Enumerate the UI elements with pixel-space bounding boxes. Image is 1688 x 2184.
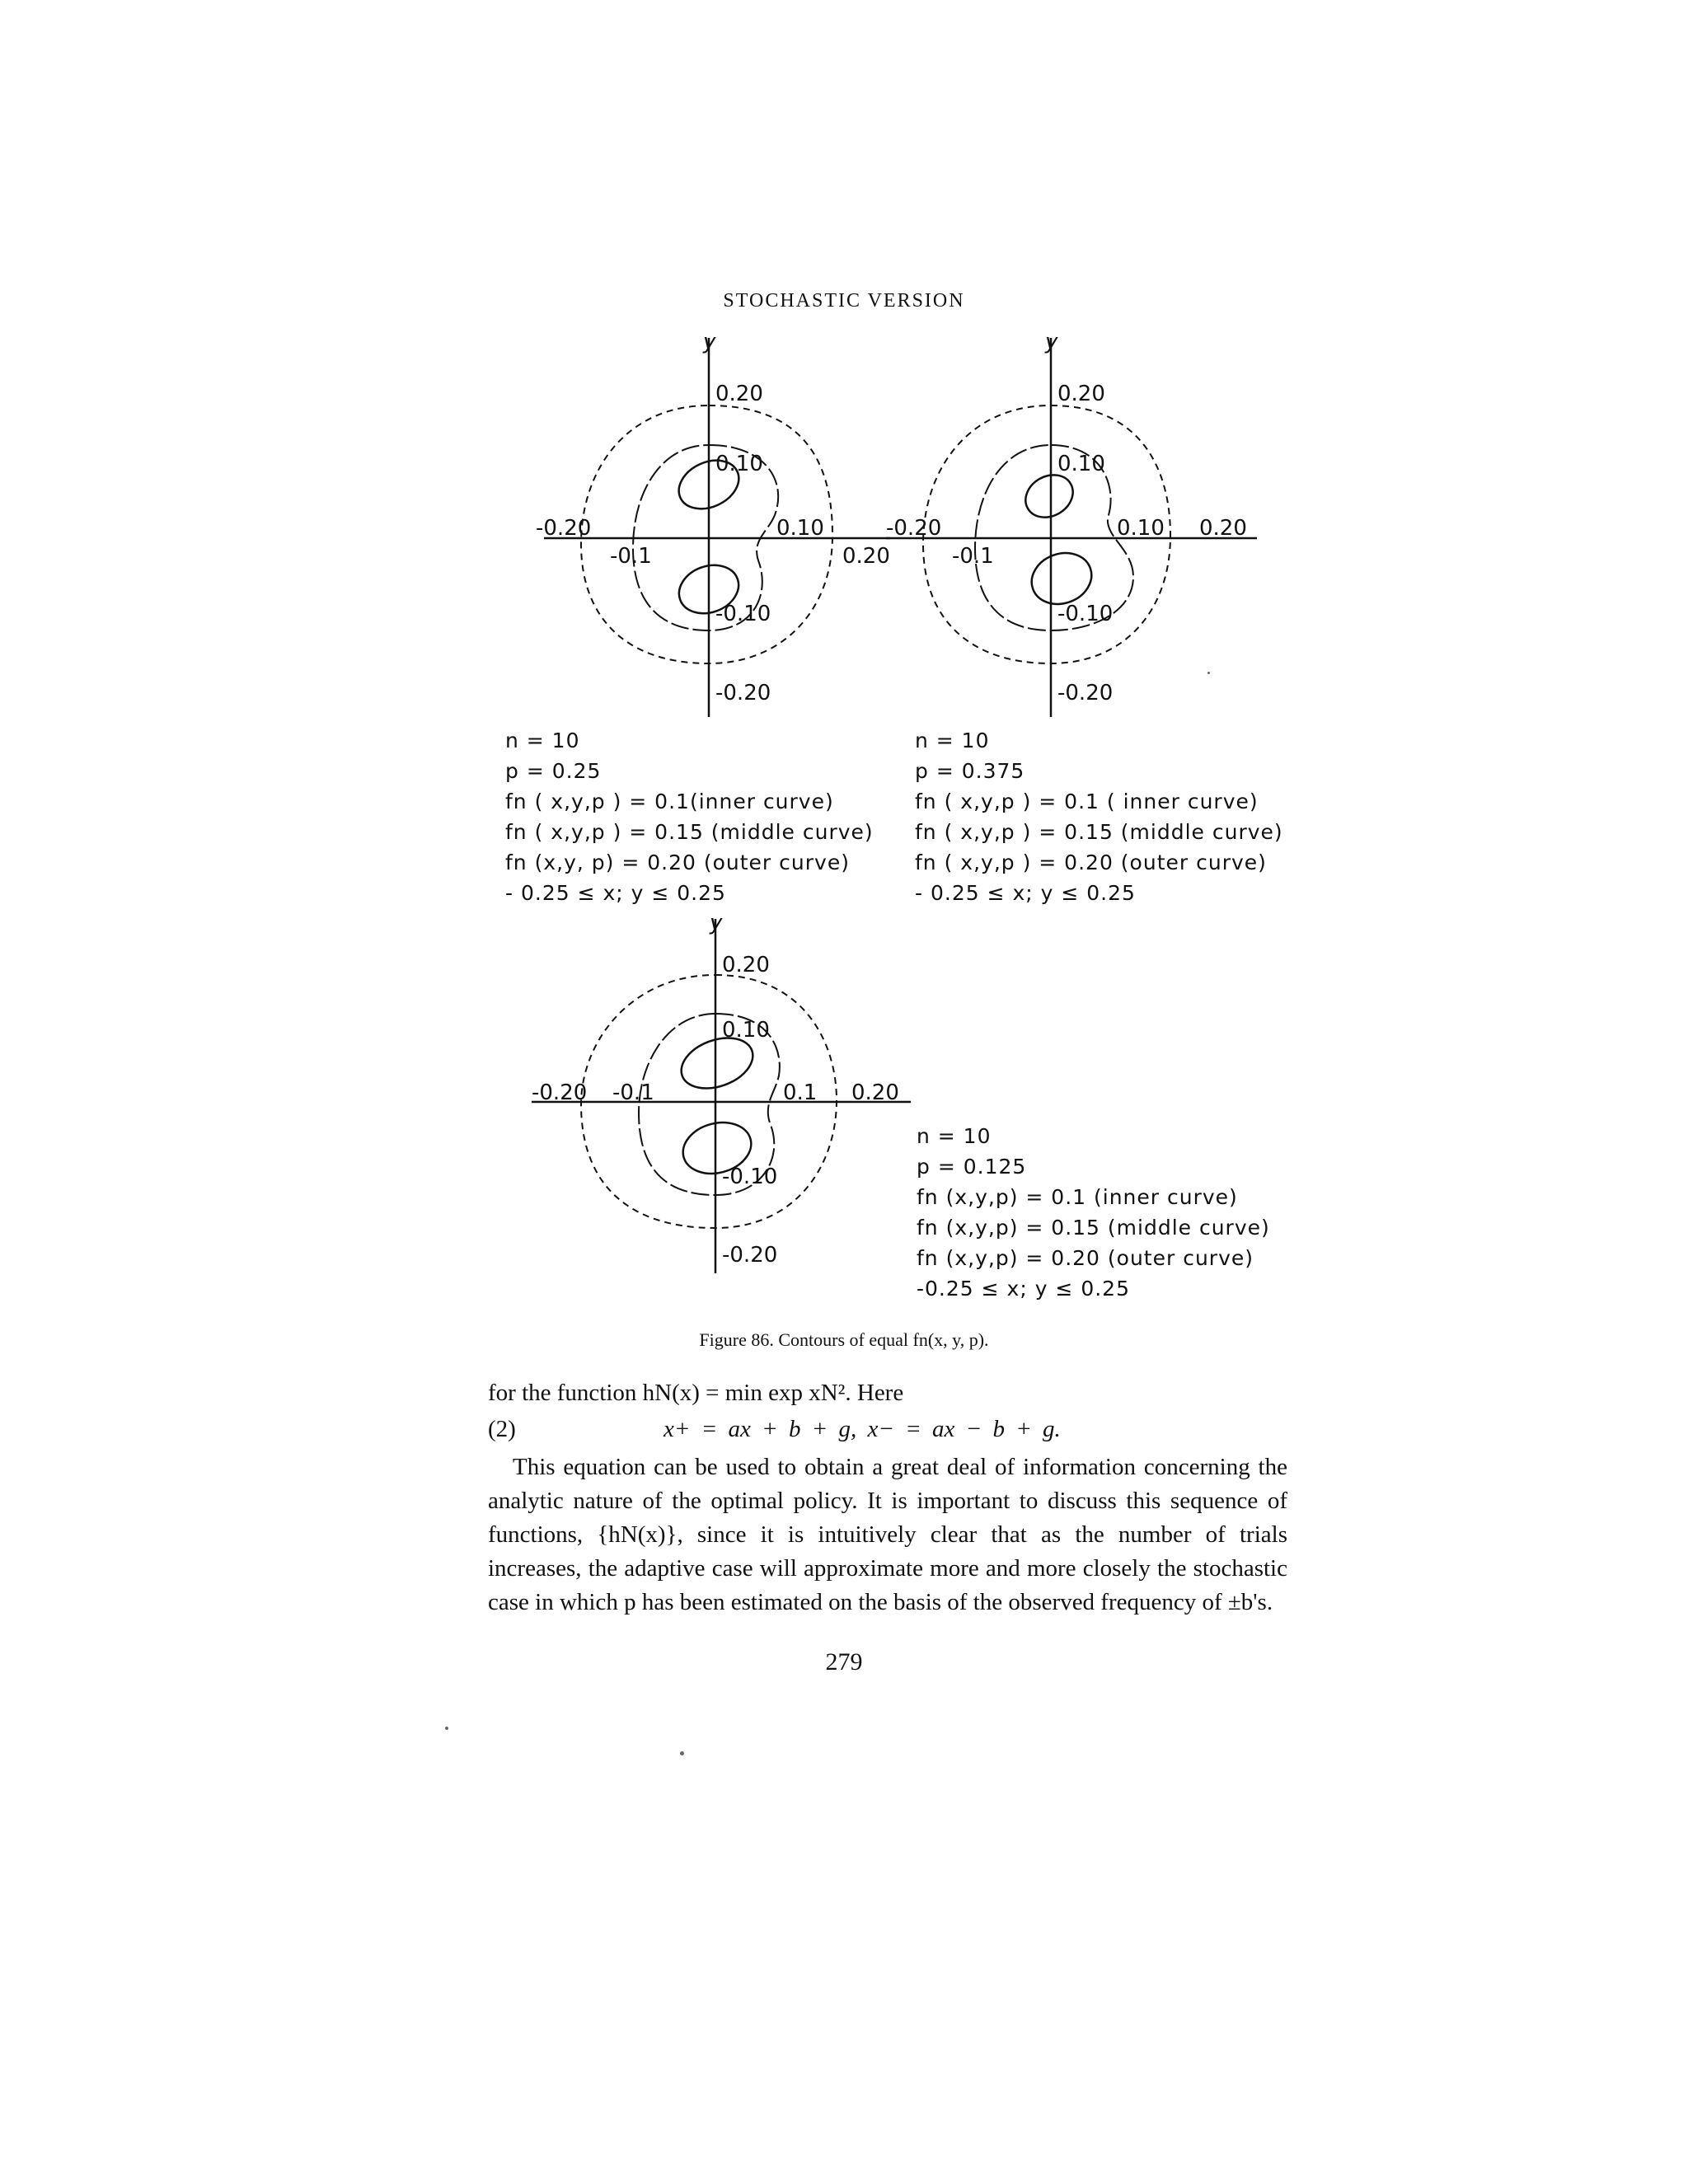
y-bottom-label: -0.20 bbox=[722, 1243, 778, 1268]
x-right-label: 0.20 bbox=[1199, 516, 1247, 541]
param-line: - 0.25 ≤ x; y ≤ 0.25 bbox=[915, 881, 1136, 905]
panel-a-parameters bbox=[505, 725, 874, 908]
contour-label-right: 0.1 bbox=[783, 1080, 818, 1105]
contour-plot-b bbox=[886, 330, 1257, 717]
contour-label-left: -0.1 bbox=[952, 544, 994, 569]
contour-label-right: 0.10 bbox=[776, 516, 824, 541]
panel-b-parameters bbox=[915, 725, 1283, 908]
param-line: fn (x,y,p) = 0.20 (outer curve) bbox=[917, 1246, 1254, 1270]
y-top-label: 0.20 bbox=[715, 382, 763, 406]
contour-label-upper: 0.10 bbox=[722, 1018, 770, 1043]
param-line: -0.25 ≤ x; y ≤ 0.25 bbox=[917, 1277, 1130, 1301]
page-number: 279 bbox=[825, 1648, 863, 1675]
x-left-label: -0.20 bbox=[532, 1080, 588, 1105]
param-line: p = 0.25 bbox=[505, 759, 602, 783]
x-right-label: 0.20 bbox=[851, 1080, 899, 1105]
param-line: fn (x,y,p) = 0.1 (inner curve) bbox=[917, 1185, 1238, 1209]
param-line: - 0.25 ≤ x; y ≤ 0.25 bbox=[505, 881, 726, 905]
contour-label-left: -0.1 bbox=[610, 544, 652, 569]
param-line: p = 0.375 bbox=[915, 759, 1025, 783]
x-left-label: -0.20 bbox=[886, 516, 942, 541]
param-line: fn (x,y, p) = 0.20 (outer curve) bbox=[505, 851, 850, 874]
y-bottom-label: -0.20 bbox=[715, 681, 771, 705]
param-line: fn ( x,y,p ) = 0.15 (middle curve) bbox=[505, 820, 874, 844]
scan-speck bbox=[1207, 672, 1210, 674]
x-left-label: -0.20 bbox=[536, 516, 592, 541]
scan-speck bbox=[445, 1727, 448, 1730]
contour-label-upper: 0.10 bbox=[1057, 452, 1105, 476]
param-line: fn ( x,y,p ) = 0.1(inner curve) bbox=[505, 790, 834, 813]
param-line: fn ( x,y,p ) = 0.1 ( inner curve) bbox=[915, 790, 1259, 813]
y-bottom-label: -0.20 bbox=[1057, 681, 1114, 705]
y-top-label: 0.20 bbox=[1057, 382, 1105, 406]
body-paragraph: This equation can be used to obtain a great deal of information concerning the analytic nature of the optimal policy. It is important to discuss this sequence of functions, {hN(x)}, since it is intuitively clear that as the number of trials increases, the adaptive case will approximate more and more closely the stochastic case in which p has been estimated on the basis of the observed frequency of ±b's. bbox=[488, 1454, 1287, 1615]
param-line: fn (x,y,p) = 0.15 (middle curve) bbox=[917, 1216, 1270, 1240]
intro-text: for the function hN(x) = min exp xN². Here bbox=[488, 1380, 904, 1406]
contour-label-lower: -0.10 bbox=[722, 1165, 778, 1189]
running-header: STOCHASTIC VERSION bbox=[723, 290, 965, 312]
contour-label-lower: -0.10 bbox=[715, 602, 771, 626]
param-line: fn ( x,y,p ) = 0.15 (middle curve) bbox=[915, 820, 1283, 844]
scan-speck bbox=[680, 1751, 684, 1755]
contour-label-left: -0.1 bbox=[612, 1080, 654, 1105]
contour-plot-c bbox=[532, 911, 911, 1273]
param-line: n = 10 bbox=[917, 1124, 992, 1148]
contour-label-lower: -0.10 bbox=[1057, 602, 1114, 626]
param-line: p = 0.125 bbox=[917, 1155, 1027, 1179]
y-top-label: 0.20 bbox=[722, 953, 770, 977]
equation: x+ = ax + b + g, x− = ax − b + g. bbox=[663, 1416, 1061, 1442]
panel-c-parameters bbox=[917, 1121, 1270, 1304]
figure-caption: Figure 86. Contours of equal fn(x, y, p). bbox=[699, 1329, 989, 1350]
contour-label-right: 0.10 bbox=[1117, 516, 1165, 541]
contour-label-upper: 0.10 bbox=[715, 452, 763, 476]
x-right-label: 0.20 bbox=[842, 544, 890, 569]
y-axis-label: y bbox=[703, 330, 716, 354]
y-axis-label: y bbox=[1045, 330, 1058, 354]
param-line: fn ( x,y,p ) = 0.20 (outer curve) bbox=[915, 851, 1267, 874]
equation-number: (2) bbox=[488, 1416, 516, 1442]
param-line: n = 10 bbox=[505, 729, 580, 752]
y-axis-label: y bbox=[710, 911, 723, 935]
param-line: n = 10 bbox=[915, 729, 990, 752]
contour-plot-a bbox=[536, 330, 890, 717]
